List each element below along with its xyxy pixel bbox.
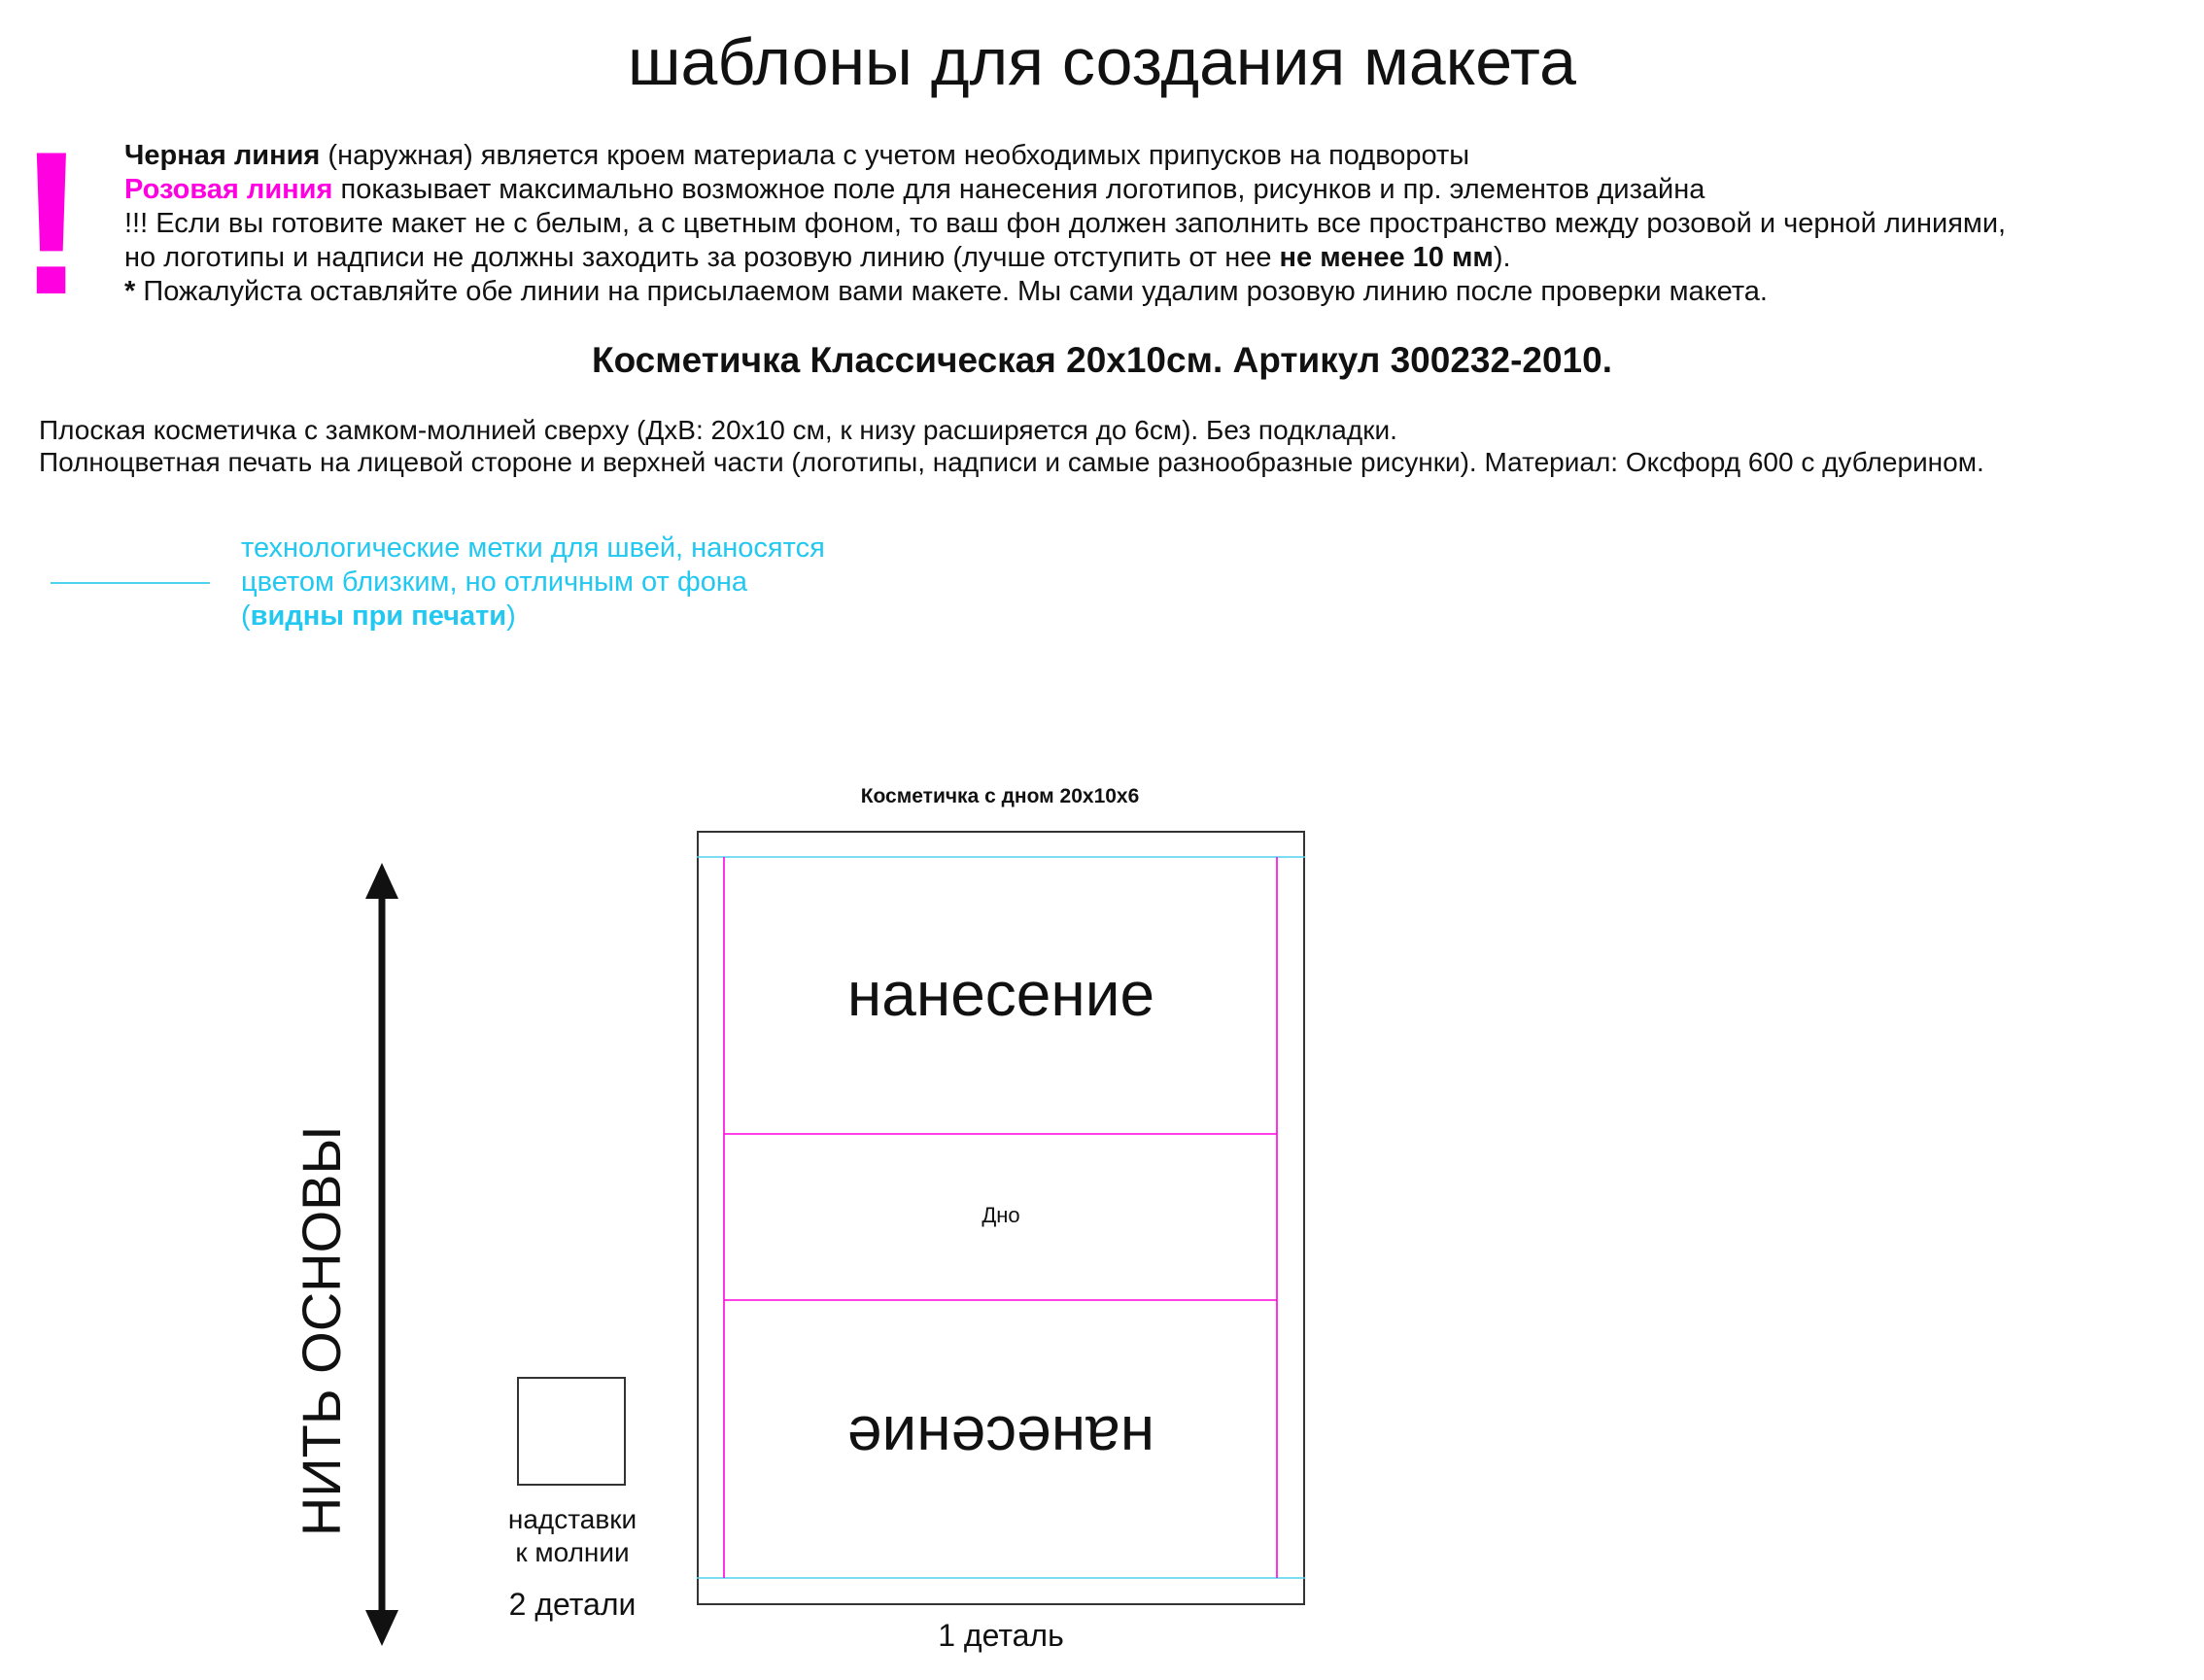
- note-margin: [124, 241, 1511, 275]
- page-title: шаблоны для создания макета: [627, 25, 1576, 99]
- grain-direction-text: НИТЬ ОСНОВЫ: [291, 1125, 352, 1537]
- note-black-line: [124, 139, 1469, 173]
- note-margin-value: не менее 10 мм: [1279, 242, 1494, 273]
- legend-paren-close: ): [506, 600, 516, 632]
- note-keep-lines: [124, 275, 1768, 309]
- bottom-panel-label: Дно: [981, 1203, 1020, 1227]
- note-pink-line-label: Розовая линия: [124, 174, 333, 205]
- print-area-front: нанесение: [846, 959, 1155, 1029]
- exclamation-icon: !: [17, 109, 86, 337]
- note-margin-text: но логотипы и надписи не должны заходить за розовую линию (лучше отступить от нее: [124, 242, 1280, 273]
- note-star: *: [124, 276, 136, 307]
- zipper-piece-count: 2 детали: [508, 1587, 637, 1622]
- note-pink-line: [124, 173, 1705, 207]
- note-background: !!! Если вы готовите макет не с белым, а с цветным фоном, то ваш фон должен заполнить все пространство между розовой и черной линиями,: [124, 208, 2007, 239]
- note-black-line-label: Черная линия: [124, 140, 321, 171]
- legend-paren-open: (: [241, 600, 251, 632]
- product-title: Косметичка Классическая 20х10см. Артикул 300232-2010.: [591, 340, 1612, 380]
- note-margin-end: ).: [1493, 242, 1511, 273]
- grain-direction-arrow-icon: [358, 863, 406, 1646]
- print-area-back: нанесение: [846, 1403, 1155, 1473]
- description-line-2: Полноцветная печать на лицевой стороне и верхней части (логотипы, надписи и самые разнообразные рисунки). Материал: Оксфорд 600 с дублерином.: [39, 447, 1984, 477]
- note-keep-lines-text: Пожалуйста оставляйте обе линии на присылаемом вами макете. Мы сами удалим розовую линию после проверки макета.: [135, 276, 1768, 307]
- zipper-extension-piece: [517, 1377, 626, 1486]
- legend-tech-mark-sample: [51, 582, 210, 584]
- note-black-line-text: (наружная) является кроем материала с учетом необходимых припусков на подвороты: [320, 140, 1470, 171]
- legend-line-3: [241, 600, 516, 634]
- legend-line-2: цветом близким, но отличным от фона: [241, 566, 747, 598]
- note-pink-line-text: показывает максимально возможное поле для нанесения логотипов, рисунков и пр. элементов дизайна: [332, 174, 1705, 205]
- zipper-label-line-2: к молнии: [515, 1537, 630, 1567]
- legend-visible-note: видны при печати: [250, 600, 507, 632]
- main-piece-count: 1 деталь: [938, 1618, 1064, 1653]
- legend-line-1: технологические метки для швей, наносятся: [241, 532, 825, 564]
- zipper-label-line-1: надставки: [507, 1504, 637, 1534]
- description-line-1: Плоская косметичка с замком-молнией сверху (ДхВ: 20х10 см, к низу расширяется до 6см). Без подкладки.: [39, 415, 1397, 445]
- bag-label: Косметичка с дном 20х10х6: [860, 785, 1140, 807]
